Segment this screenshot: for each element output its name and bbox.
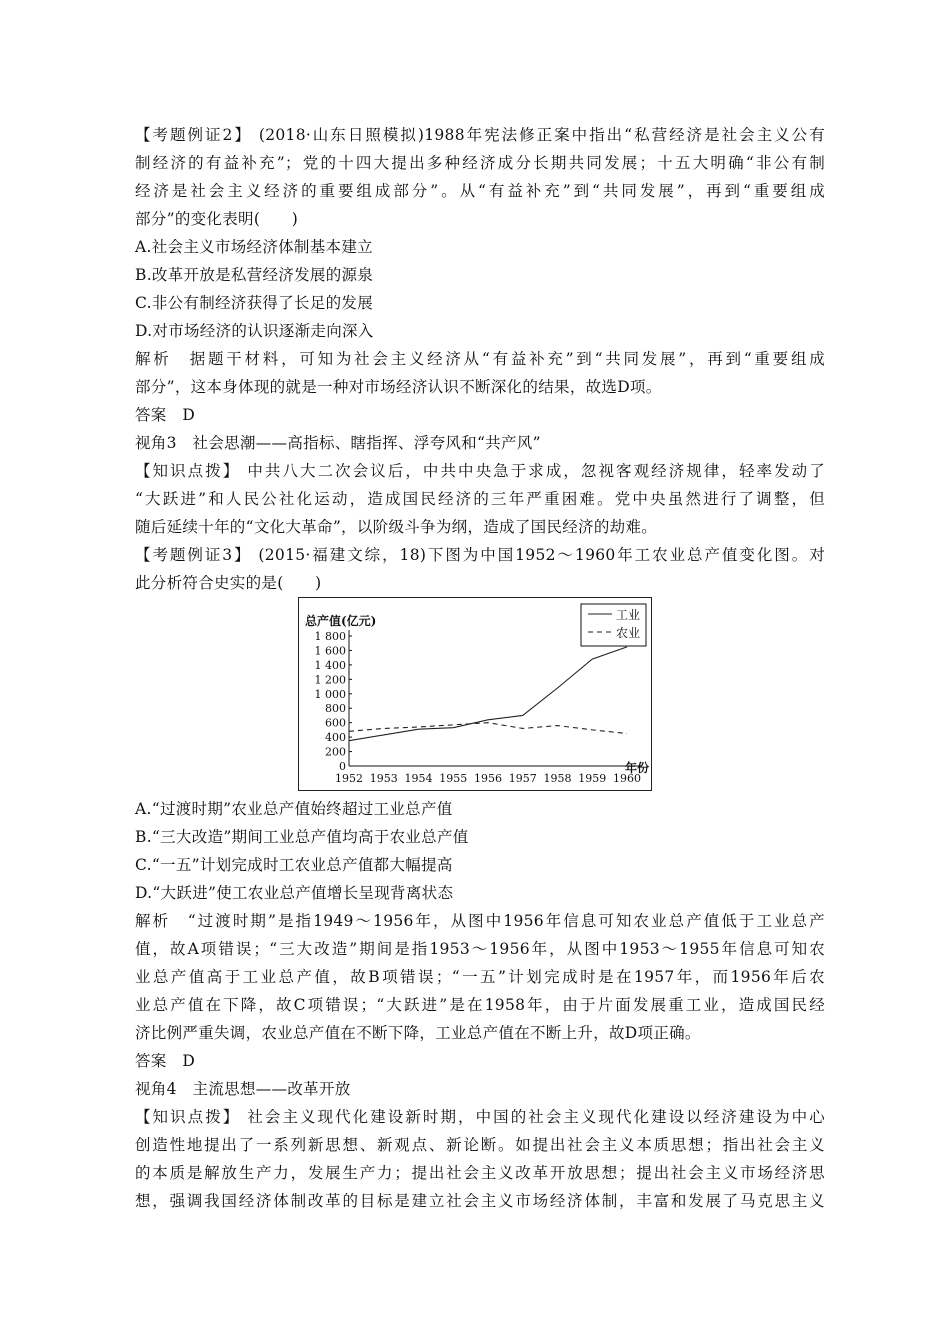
x-tick-label: 1956	[474, 772, 502, 785]
option-c: C.非公有制经济获得了长足的发展	[135, 294, 374, 312]
x-tick-label: 1952	[335, 772, 363, 785]
y-tick-label: 200	[325, 745, 346, 759]
y-tick-label: 800	[325, 702, 346, 716]
y-tick-label: 1 000	[314, 687, 346, 701]
option-c: C.“一五”计划完成时工农业总产值都大幅提高	[135, 856, 453, 874]
x-tick-label: 1955	[439, 772, 468, 785]
line-chart	[298, 597, 652, 791]
analysis-line: 解析 据题干材料，可知为社会主义经济从“有益补充”到“共同发展”，再到“重要组成	[135, 350, 825, 368]
analysis-line: 解析 “过渡时期”是指1949～1956年，从图中1956年信息可知农业总产值低于工业总产	[135, 912, 825, 930]
x-axis-label: 年份	[625, 761, 650, 775]
y-tick-label: 400	[325, 731, 346, 745]
knowledge-line: “大跃进”和人民公社化运动，造成国民经济的三年严重困难。党中央虽然进行了调整，但	[135, 490, 825, 508]
option-b: B.“三大改造”期间工业总产值均高于农业总产值	[135, 828, 469, 846]
knowledge-line: 想，强调我国经济体制改革的目标是建立社会主义市场经济体制，丰富和发展了马克思主义	[135, 1192, 825, 1210]
legend-label: 农业	[616, 626, 641, 640]
x-tick-label: 1954	[404, 772, 433, 785]
y-tick-label: 1 600	[314, 644, 346, 658]
y-tick-label: 600	[325, 716, 346, 730]
series-line-1	[349, 723, 627, 734]
option-d: D.“大跃进”使工农业总产值增长呈现背离状态	[135, 884, 454, 902]
analysis-line: 济比例严重失调，农业总产值在不断下降，工业总产值在不断上升，故D项正确。	[135, 1024, 701, 1042]
analysis-line: 业总产值高于工业总产值，故B项错误；“一五”计划完成时是在1957年，而1956年后农	[135, 968, 825, 986]
text-line: 此分析符合史实的是( )	[135, 574, 322, 592]
y-tick-label: 0	[339, 760, 346, 773]
series-line-0	[349, 647, 627, 741]
text-line: 【考题例证2】 (2018·山东日照模拟)1988年宪法修正案中指出“私营经济是社会主义公有	[135, 126, 825, 144]
option-b: B.改革开放是私营经济发展的源泉	[135, 266, 374, 284]
text-line: 经济是社会主义经济的重要组成部分”。从“有益补充”到“共同发展”，再到“重要组成	[135, 182, 825, 200]
analysis-line: 部分”，这本身体现的就是一种对市场经济认识不断深化的结果，故选D项。	[135, 378, 662, 396]
text-line: 【考题例证3】 (2015·福建文综，18)下图为中国1952～1960年工农业总产值变化图。对	[135, 546, 825, 564]
option-d: D.对市场经济的认识逐渐走向深入	[135, 322, 374, 340]
knowledge-line: 【知识点拨】 中共八大二次会议后，中共中央急于求成，忽视客观经济规律，轻率发动了	[135, 462, 825, 480]
y-tick-label: 1 200	[314, 673, 346, 687]
text-line: 制经济的有益补充”；党的十四大提出多种经济成分长期共同发展；十五大明确“非公有制	[135, 154, 825, 172]
legend-label: 工业	[616, 608, 641, 622]
x-tick-label: 1953	[369, 772, 398, 785]
knowledge-line: 【知识点拨】 社会主义现代化建设新时期，中国的社会主义现代化建设以经济建设为中心	[135, 1108, 825, 1126]
x-tick-label: 1959	[578, 772, 607, 785]
x-tick-label: 1957	[508, 772, 537, 785]
option-a: A.“过渡时期”农业总产值始终超过工业总产值	[135, 800, 453, 818]
section-heading: 视角4 主流思想——改革开放	[135, 1080, 351, 1098]
knowledge-line: 创造性地提出了一系列新思想、新观点、新论断。如提出社会主义本质思想；指出社会主义	[135, 1136, 825, 1154]
text-line: 部分”的变化表明( )	[135, 210, 299, 228]
section-heading: 视角3 社会思潮——高指标、瞎指挥、浮夸风和“共产风”	[135, 434, 541, 452]
y-tick-label: 1 800	[314, 630, 346, 643]
y-tick-label: 1 400	[314, 658, 346, 672]
analysis-line: 值，故A项错误；“三大改造”期间是指1953～1956年，从图中1953～1955年信息可知农	[135, 940, 825, 958]
answer-line: 答案 D	[135, 1052, 196, 1070]
option-a: A.社会主义市场经济体制基本建立	[135, 238, 373, 256]
analysis-line: 业总产值在下降，故C项错误；“大跃进”是在1958年，由于片面发展重工业，造成国民经	[135, 996, 825, 1014]
y-axis-label: 总产值(亿元)	[305, 614, 377, 628]
knowledge-line: 随后延续十年的“文化大革命”，以阶级斗争为纲，造成了国民经济的劫难。	[135, 518, 658, 536]
knowledge-line: 的本质是解放生产力，发展生产力；提出社会主义改革开放思想；提出社会主义市场经济思	[135, 1164, 825, 1182]
chart-svg	[299, 598, 651, 790]
answer-line: 答案 D	[135, 406, 196, 424]
x-tick-label: 1958	[543, 772, 572, 785]
x-tick-label: 1960	[613, 772, 641, 785]
